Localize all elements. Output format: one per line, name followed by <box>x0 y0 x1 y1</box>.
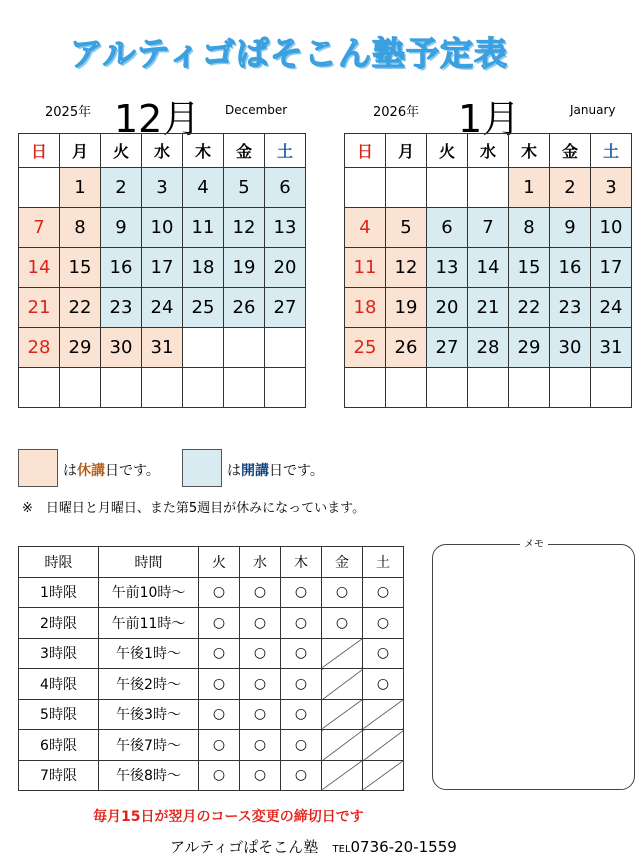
unavailable-cell <box>363 699 404 730</box>
calendar-day: 6 <box>427 208 468 248</box>
calendar-day: 26 <box>386 328 427 368</box>
period-cell: 5時限 <box>19 699 99 730</box>
calendar-day: 19 <box>386 288 427 328</box>
tel-label: TEL <box>332 844 351 855</box>
calendar-day <box>224 368 265 408</box>
calendar-day: 11 <box>345 248 386 288</box>
calendar-day: 1 <box>509 168 550 208</box>
calendar-day <box>183 328 224 368</box>
unavailable-cell <box>363 760 404 791</box>
calendar-day <box>183 368 224 408</box>
calendar-day: 2 <box>101 168 142 208</box>
calendar-day: 6 <box>265 168 306 208</box>
phone-number: 0736-20-1559 <box>350 838 457 856</box>
available-cell: ○ <box>363 669 404 700</box>
time-cell: 午後8時～ <box>99 760 199 791</box>
schedule-header: 金 <box>322 547 363 578</box>
calendar-day <box>509 368 550 408</box>
available-cell: ○ <box>281 760 322 791</box>
calendar-day <box>60 368 101 408</box>
schedule-row <box>19 638 404 669</box>
closing-note: ※ 日曜日と月曜日、また第5週目が休みになっています。 <box>22 501 366 516</box>
calendar-grid <box>18 133 306 408</box>
schedule-header: 時間 <box>99 547 199 578</box>
calendar-day: 3 <box>142 168 183 208</box>
calendar-grid <box>344 133 632 408</box>
footer-contact <box>170 836 457 857</box>
legend-off-text: は休講日です。 <box>63 463 160 479</box>
available-cell: ○ <box>281 669 322 700</box>
schedule-row <box>19 699 404 730</box>
legend-open-swatch <box>182 449 222 487</box>
unavailable-cell <box>322 760 363 791</box>
weekday-header: 土 <box>591 134 632 168</box>
period-cell: 1時限 <box>19 577 99 608</box>
year-label: 2026年 <box>373 105 420 120</box>
available-cell: ○ <box>281 730 322 761</box>
calendar-day: 8 <box>60 208 101 248</box>
calendar-day <box>142 368 183 408</box>
schedule-header: 土 <box>363 547 404 578</box>
time-cell: 午後2時～ <box>99 669 199 700</box>
weekday-header: 日 <box>345 134 386 168</box>
calendar-day <box>386 168 427 208</box>
calendar-day: 23 <box>101 288 142 328</box>
calendar-day <box>265 328 306 368</box>
calendar-day: 27 <box>265 288 306 328</box>
calendar-day <box>345 368 386 408</box>
calendar-day <box>265 368 306 408</box>
calendar-day <box>19 168 60 208</box>
calendar-day: 17 <box>591 248 632 288</box>
calendar-day: 10 <box>142 208 183 248</box>
available-cell: ○ <box>363 608 404 639</box>
calendar-day: 24 <box>591 288 632 328</box>
calendar-day: 7 <box>468 208 509 248</box>
weekday-header: 土 <box>265 134 306 168</box>
period-cell: 2時限 <box>19 608 99 639</box>
calendar-day: 3 <box>591 168 632 208</box>
calendar-day: 28 <box>468 328 509 368</box>
calendar-day: 9 <box>101 208 142 248</box>
available-cell: ○ <box>363 577 404 608</box>
available-cell: ○ <box>240 699 281 730</box>
available-cell: ○ <box>240 760 281 791</box>
calendar-week <box>345 248 632 288</box>
calendar-day: 15 <box>60 248 101 288</box>
weekday-header: 火 <box>427 134 468 168</box>
calendar-day: 24 <box>142 288 183 328</box>
page-title: アルティゴぱそこん塾予定表 <box>70 34 509 73</box>
available-cell: ○ <box>199 760 240 791</box>
calendar-day: 9 <box>550 208 591 248</box>
time-cell: 午前11時～ <box>99 608 199 639</box>
calendar-day: 23 <box>550 288 591 328</box>
available-cell: ○ <box>199 608 240 639</box>
schedule-row <box>19 608 404 639</box>
calendar-day: 20 <box>265 248 306 288</box>
schedule-row <box>19 760 404 791</box>
calendar-day: 16 <box>550 248 591 288</box>
unavailable-cell <box>322 669 363 700</box>
schedule-row <box>19 577 404 608</box>
available-cell: ○ <box>240 638 281 669</box>
unavailable-cell <box>363 730 404 761</box>
calendar-week <box>345 328 632 368</box>
calendar-day: 20 <box>427 288 468 328</box>
period-cell: 7時限 <box>19 760 99 791</box>
calendar-day: 29 <box>60 328 101 368</box>
calendar-day: 16 <box>101 248 142 288</box>
calendar-week <box>19 328 306 368</box>
available-cell: ○ <box>322 608 363 639</box>
weekday-header: 金 <box>550 134 591 168</box>
calendar-day: 14 <box>468 248 509 288</box>
calendar-day <box>468 368 509 408</box>
weekday-header: 木 <box>183 134 224 168</box>
weekday-header: 日 <box>19 134 60 168</box>
unavailable-cell <box>322 638 363 669</box>
month-english: January <box>570 103 616 117</box>
calendar-day: 31 <box>591 328 632 368</box>
calendar-day: 17 <box>142 248 183 288</box>
calendar-week <box>345 168 632 208</box>
calendar-week <box>19 368 306 408</box>
available-cell: ○ <box>240 577 281 608</box>
calendar-day: 13 <box>427 248 468 288</box>
time-cell: 午後7時～ <box>99 730 199 761</box>
year-label: 2025年 <box>45 105 92 120</box>
calendar-day: 25 <box>183 288 224 328</box>
month-english: December <box>225 103 288 117</box>
calendar-day: 13 <box>265 208 306 248</box>
calendar-day <box>224 328 265 368</box>
available-cell: ○ <box>199 638 240 669</box>
period-cell: 4時限 <box>19 669 99 700</box>
calendar-week <box>19 248 306 288</box>
calendar-day: 7 <box>19 208 60 248</box>
time-cell: 午後3時～ <box>99 699 199 730</box>
calendar-day: 12 <box>386 248 427 288</box>
calendar-day: 19 <box>224 248 265 288</box>
calendar-week <box>345 288 632 328</box>
calendar-day: 15 <box>509 248 550 288</box>
available-cell: ○ <box>199 699 240 730</box>
schedule-header: 時限 <box>19 547 99 578</box>
calendar-day: 4 <box>345 208 386 248</box>
unavailable-cell <box>322 699 363 730</box>
calendar-day <box>386 368 427 408</box>
deadline-notice: 毎月15日が翌月のコース変更の締切日です <box>93 809 364 825</box>
calendar-day <box>550 368 591 408</box>
calendar-day: 4 <box>183 168 224 208</box>
calendar-day: 10 <box>591 208 632 248</box>
calendar-day: 2 <box>550 168 591 208</box>
period-cell: 6時限 <box>19 730 99 761</box>
calendar-day: 30 <box>101 328 142 368</box>
calendar-day: 30 <box>550 328 591 368</box>
school-name: アルティゴぱそこん塾 <box>170 838 319 856</box>
calendar-week <box>19 168 306 208</box>
calendar-day: 27 <box>427 328 468 368</box>
legend-open-text: は開講日です。 <box>227 463 324 479</box>
schedule-header: 木 <box>281 547 322 578</box>
calendar-week <box>19 288 306 328</box>
available-cell: ○ <box>240 669 281 700</box>
weekday-header: 月 <box>60 134 101 168</box>
calendar-day: 5 <box>224 168 265 208</box>
available-cell: ○ <box>240 608 281 639</box>
calendar-day <box>19 368 60 408</box>
calendar-day: 18 <box>345 288 386 328</box>
calendar-day <box>427 168 468 208</box>
available-cell: ○ <box>199 730 240 761</box>
weekday-header: 水 <box>142 134 183 168</box>
calendar-day: 26 <box>224 288 265 328</box>
memo-label: メモ <box>520 535 548 550</box>
weekday-header: 金 <box>224 134 265 168</box>
weekday-header: 月 <box>386 134 427 168</box>
available-cell: ○ <box>281 638 322 669</box>
calendar-day <box>591 368 632 408</box>
schedule-row <box>19 730 404 761</box>
available-cell: ○ <box>199 669 240 700</box>
available-cell: ○ <box>281 577 322 608</box>
calendar-day: 25 <box>345 328 386 368</box>
calendar-day: 1 <box>60 168 101 208</box>
month-label: 12月 <box>114 97 201 141</box>
available-cell: ○ <box>281 608 322 639</box>
schedule-header: 水 <box>240 547 281 578</box>
available-cell: ○ <box>281 699 322 730</box>
calendar-day: 11 <box>183 208 224 248</box>
calendar-day: 31 <box>142 328 183 368</box>
weekday-header: 木 <box>509 134 550 168</box>
weekday-header: 火 <box>101 134 142 168</box>
available-cell: ○ <box>322 577 363 608</box>
schedule-row <box>19 669 404 700</box>
calendar-week <box>345 368 632 408</box>
calendar-day: 18 <box>183 248 224 288</box>
available-cell: ○ <box>240 730 281 761</box>
memo-box <box>432 544 635 790</box>
calendar-day: 5 <box>386 208 427 248</box>
calendar-week <box>345 208 632 248</box>
legend-off-swatch <box>18 449 58 487</box>
time-cell: 午前10時～ <box>99 577 199 608</box>
period-cell: 3時限 <box>19 638 99 669</box>
calendar-day: 22 <box>509 288 550 328</box>
calendar-day: 22 <box>60 288 101 328</box>
weekday-header: 水 <box>468 134 509 168</box>
calendar-day <box>427 368 468 408</box>
calendar-day: 21 <box>468 288 509 328</box>
calendar-day <box>345 168 386 208</box>
schedule-table <box>18 546 404 791</box>
calendar-day: 14 <box>19 248 60 288</box>
calendar-day: 12 <box>224 208 265 248</box>
calendar-day: 8 <box>509 208 550 248</box>
schedule-header: 火 <box>199 547 240 578</box>
time-cell: 午後1時～ <box>99 638 199 669</box>
month-label: 1月 <box>458 97 521 141</box>
calendar-day <box>101 368 142 408</box>
calendar-day: 21 <box>19 288 60 328</box>
unavailable-cell <box>322 730 363 761</box>
calendar-day: 28 <box>19 328 60 368</box>
available-cell: ○ <box>199 577 240 608</box>
calendar-day <box>468 168 509 208</box>
calendar-week <box>19 208 306 248</box>
available-cell: ○ <box>363 638 404 669</box>
calendar-day: 29 <box>509 328 550 368</box>
